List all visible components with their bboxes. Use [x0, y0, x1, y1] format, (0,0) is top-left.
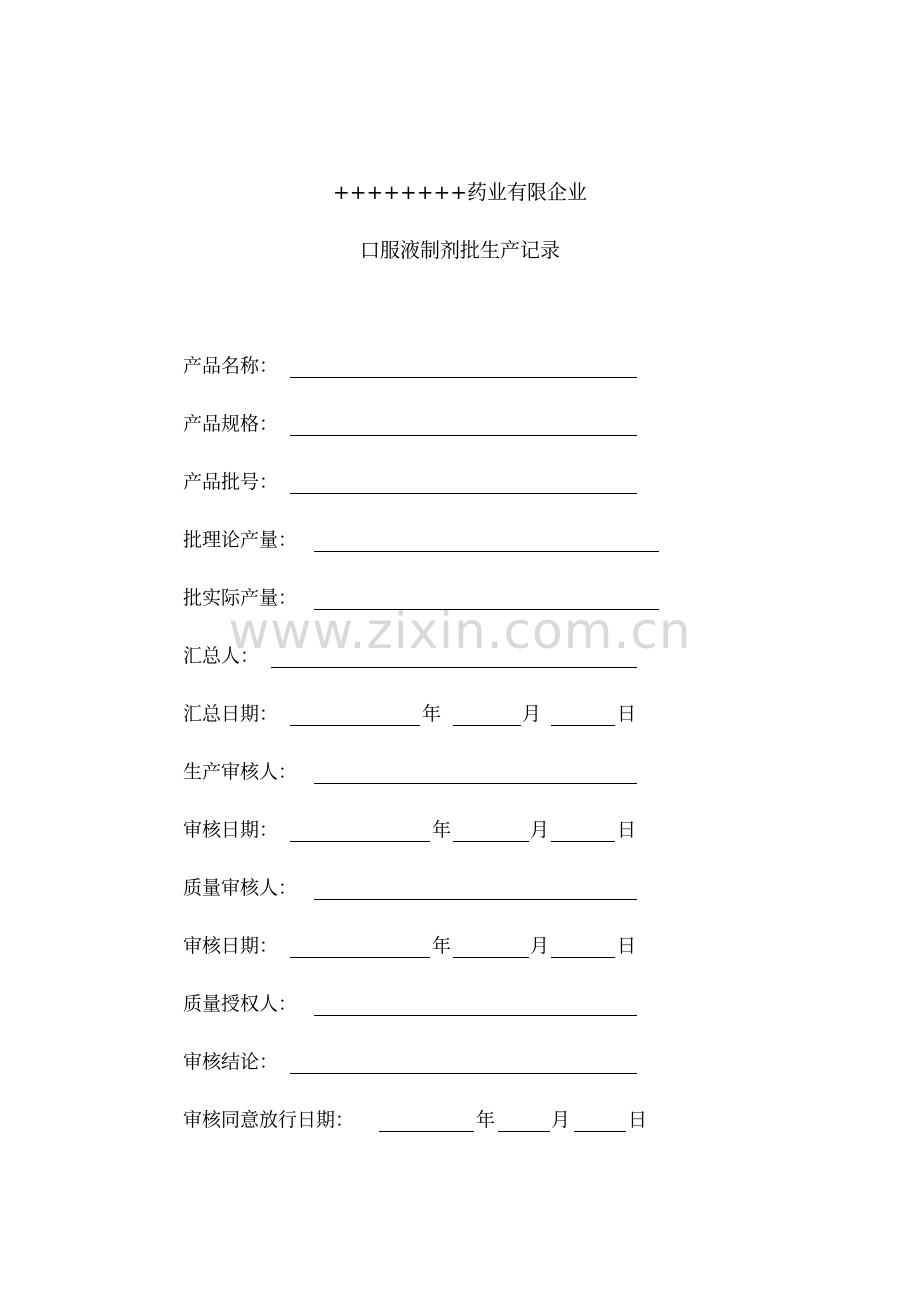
review-date-row	[183, 815, 643, 845]
month-label: 月	[551, 1109, 571, 1131]
production-reviewer-row	[183, 757, 643, 787]
release-year-field[interactable]	[379, 1131, 474, 1132]
year-label: 年	[432, 935, 452, 957]
review-conclusion-label: 审核结论：	[183, 1051, 279, 1073]
release-month-field[interactable]	[498, 1131, 550, 1132]
quality-reviewer-field[interactable]	[314, 899, 637, 900]
product-spec-field[interactable]	[290, 435, 637, 436]
production-reviewer-field[interactable]	[314, 783, 637, 784]
summary-year-field[interactable]	[290, 725, 420, 726]
summarizer-label: 汇总人：	[183, 645, 260, 667]
review-day-field[interactable]	[551, 957, 615, 958]
review-year-field[interactable]	[290, 841, 430, 842]
review-date-label: 审核日期：	[183, 819, 279, 841]
quality-reviewer-label: 质量审核人：	[183, 877, 298, 899]
review-year-field[interactable]	[290, 957, 430, 958]
review-date-row	[183, 931, 643, 961]
product-spec-row	[183, 409, 643, 439]
theoretical-yield-field[interactable]	[314, 551, 659, 552]
watermark: www.zixin.com.cn	[228, 602, 692, 660]
quality-authorizer-label: 质量授权人：	[183, 993, 298, 1015]
year-label: 年	[432, 819, 452, 841]
actual-yield-field[interactable]	[314, 609, 659, 610]
year-label: 年	[422, 703, 442, 725]
month-label: 月	[530, 819, 550, 841]
summary-month-field[interactable]	[453, 725, 521, 726]
product-name-field[interactable]	[290, 377, 637, 378]
actual-yield-row	[183, 583, 663, 613]
year-label: 年	[476, 1109, 496, 1131]
day-label: 日	[628, 1109, 648, 1131]
summarizer-row	[183, 641, 643, 671]
product-name-row	[183, 351, 643, 381]
summary-date-row	[183, 699, 643, 729]
company-name: ++++++++药业有限企业	[332, 180, 588, 204]
release-date-label: 审核同意放行日期：	[183, 1109, 355, 1131]
quality-reviewer-row	[183, 873, 643, 903]
theoretical-yield-label: 批理论产量：	[183, 529, 298, 551]
batch-number-label: 产品批号：	[183, 471, 279, 493]
month-label: 月	[522, 703, 542, 725]
batch-number-row	[183, 467, 643, 497]
review-conclusion-row	[183, 1047, 643, 1077]
theoretical-yield-row	[183, 525, 663, 555]
summary-date-label: 汇总日期：	[183, 703, 279, 725]
day-label: 日	[617, 819, 637, 841]
production-reviewer-label: 生产审核人：	[183, 761, 298, 783]
quality-authorizer-row	[183, 989, 643, 1019]
release-date-row	[183, 1105, 663, 1135]
actual-yield-label: 批实际产量：	[183, 587, 298, 609]
product-name-label: 产品名称：	[183, 355, 279, 377]
review-day-field[interactable]	[551, 841, 615, 842]
review-conclusion-field[interactable]	[290, 1073, 637, 1074]
product-spec-label: 产品规格：	[183, 413, 279, 435]
quality-authorizer-field[interactable]	[314, 1015, 637, 1016]
review-date-label: 审核日期：	[183, 935, 279, 957]
month-label: 月	[530, 935, 550, 957]
review-month-field[interactable]	[453, 841, 529, 842]
document-title: 口服液制剂批生产记录	[360, 238, 560, 262]
batch-number-field[interactable]	[290, 493, 637, 494]
release-day-field[interactable]	[574, 1131, 626, 1132]
summarizer-field[interactable]	[271, 667, 637, 668]
day-label: 日	[617, 935, 637, 957]
summary-day-field[interactable]	[551, 725, 615, 726]
day-label: 日	[617, 703, 637, 725]
review-month-field[interactable]	[453, 957, 529, 958]
